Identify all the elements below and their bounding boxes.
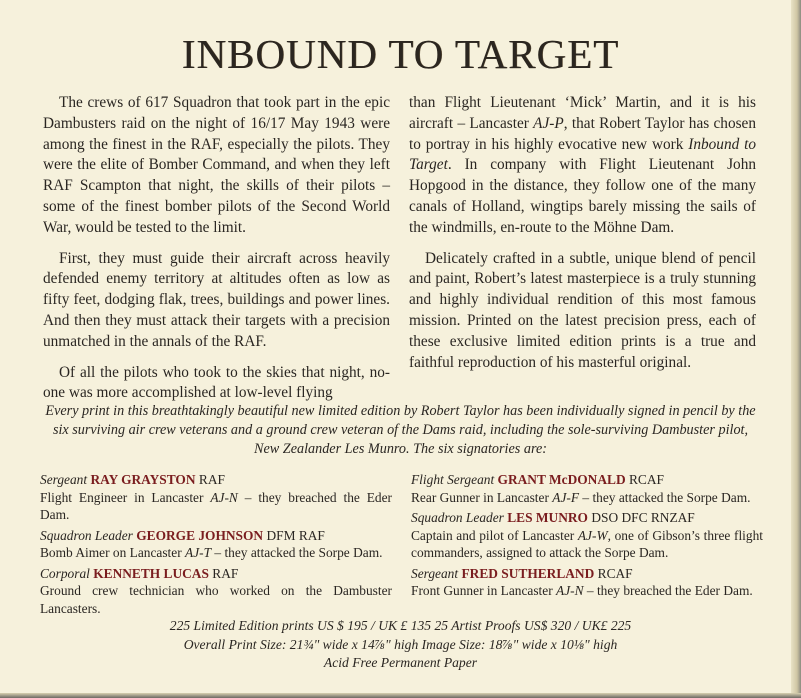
signatory-entry	[411, 471, 763, 506]
text-span: Bomb Aimer on Lancaster	[40, 545, 186, 560]
signatory-heading	[40, 565, 392, 583]
paper-note: Acid Free Permanent Paper	[323, 655, 478, 670]
right-column	[409, 93, 756, 404]
signatory-rank: Sergeant	[411, 565, 459, 581]
page-edge-shadow	[0, 693, 801, 698]
signatory-honours: RCAF	[597, 565, 633, 581]
paragraph	[409, 93, 756, 239]
text-span: than Flight Lieutenant ‘Mick’ Martin, and it is his aircraft – Lancaster	[409, 94, 756, 132]
signatory-heading	[40, 471, 392, 489]
page-edge-shadow	[791, 0, 801, 698]
text-span: Rear Gunner in Lancaster	[411, 489, 553, 505]
aircraft-code: AJ-N	[556, 583, 584, 598]
signatory-honours: RAF	[212, 565, 239, 581]
signatory-entry	[40, 471, 392, 524]
text-span: Front Gunner in Lancaster	[411, 583, 557, 598]
signatory-description	[411, 527, 763, 562]
signatory-description	[40, 582, 392, 617]
signatory-description	[411, 489, 763, 507]
signatory-entry	[411, 509, 763, 562]
paragraph: Of all the pilots who took to the skies that night, no-one was more accomplished at low-level flying	[43, 363, 390, 402]
signatory-heading	[411, 565, 763, 583]
signatory-name: GEORGE JOHNSON	[136, 527, 264, 543]
paragraph: Delicately crafted in a subtle, unique blend of pencil and paint, Robert’s latest masterpiece is a truly stunning and highly individual rendition of this most famous mission. Printed on the latest precision press, each of these exclusive limited edition prints is a true and faithful reproduction of his masterful original.	[409, 249, 756, 371]
signatory-heading	[40, 527, 392, 545]
paragraph: The crews of 617 Squadron that took part in the epic Dambusters raid on the night of 16/17 May 1943 were among the finest in the RAF, especially the pilots. They were the elite of Bomber Command, and when they left RAF Scampton that night, the skills of their pilots – some of the finest bomber pilots of the Second World War, would be tested to the limit.	[43, 94, 390, 236]
signatory-entry	[411, 565, 763, 600]
page-title: INBOUND TO TARGET	[181, 31, 620, 77]
signatory-name: GRANT McDONALD	[497, 472, 626, 487]
aircraft-code: AJ-F	[552, 489, 580, 505]
signatory-entry	[40, 565, 392, 618]
text-span: – they breached the Eder Dam.	[583, 583, 753, 598]
text-span: Flight Engineer in Lancaster	[40, 489, 211, 505]
text-span: Ground crew technician who worked on the Dambuster Lancasters.	[40, 583, 392, 616]
edition-prices: 225 Limited Edition prints US $ 195 / UK £ 135 25 Artist Proofs US$ 320 / UK£ 225	[169, 618, 632, 633]
signatories-list	[40, 471, 763, 620]
signatory-rank: Flight Sergeant	[411, 472, 495, 487]
signatories-intro: Every print in this breathtakingly beautiful new limited edition by Robert Taylor has been individually signed in pencil by the six surviving air crew veterans and a ground crew veteran of the Dams raid, including the sole-surviving Dambuster pilot, New Zealander Les Munro. The six signatories are:	[45, 403, 756, 457]
print-sizes: Overall Print Size: 21¾" wide x 14⅞" high Image Size: 18⅞" wide x 10⅛" high	[183, 636, 618, 652]
signatory-honours: RCAF	[628, 472, 664, 487]
signatories-left-column	[40, 471, 392, 620]
aircraft-code: AJ-T	[185, 545, 212, 560]
aircraft-code: AJ-W	[577, 527, 608, 543]
text-span: , that Robert Taylor has chosen to portray in his highly evocative new work	[409, 114, 756, 153]
signatory-entry	[40, 527, 392, 562]
text-span: – they attacked the Sorpe Dam.	[579, 489, 751, 505]
text-span: – they attacked the Sorpe Dam.	[211, 545, 383, 560]
signatory-heading	[411, 471, 763, 489]
edition-details	[0, 617, 801, 673]
signatory-rank: Squadron Leader	[411, 510, 504, 525]
left-column	[43, 93, 390, 404]
signatory-honours: DSO DFC RNZAF	[591, 510, 695, 525]
aircraft-code: AJ-P	[533, 114, 564, 132]
signatory-rank: Sergeant	[40, 472, 88, 487]
text-span: . In company with Flight Lieutenant John Hopgood in the distance, they follow one of the many canals of Holland, wingtips barely missing the sails of the windmills, en-route to the Möhne Dam.	[409, 156, 756, 236]
signatory-heading	[411, 509, 763, 527]
signatory-name: RAY GRAYSTON	[90, 472, 196, 487]
signatory-honours: DFM RAF	[266, 527, 325, 543]
artwork-title: Inbound to Target	[409, 135, 756, 174]
signatory-name: KENNETH LUCAS	[93, 565, 209, 581]
signatory-rank: Corporal	[40, 565, 90, 581]
text-span: – they breached the Eder Dam.	[40, 489, 392, 522]
signatory-honours: RAF	[198, 472, 225, 487]
signatory-description	[40, 544, 392, 562]
paragraph: First, they must guide their aircraft across heavily defended enemy territory at altitudes often as low as fifty feet, dodging flak, trees, buildings and power lines. And then they must attack their targets with a precision unmatched in the annals of the RAF.	[43, 249, 390, 350]
body-columns	[43, 93, 756, 404]
signatory-rank: Squadron Leader	[40, 527, 133, 543]
signatory-name: FRED SUTHERLAND	[461, 565, 595, 581]
signatory-description	[411, 582, 763, 600]
text-span: , one of Gibson’s three flight commanders, assigned to attack the Sorpe Dam.	[411, 527, 763, 560]
signatories-right-column	[411, 471, 763, 620]
signatory-name: LES MUNRO	[507, 510, 588, 525]
aircraft-code: AJ-N	[210, 489, 238, 505]
text-span: Captain and pilot of Lancaster	[411, 527, 578, 543]
signatory-description	[40, 489, 392, 524]
